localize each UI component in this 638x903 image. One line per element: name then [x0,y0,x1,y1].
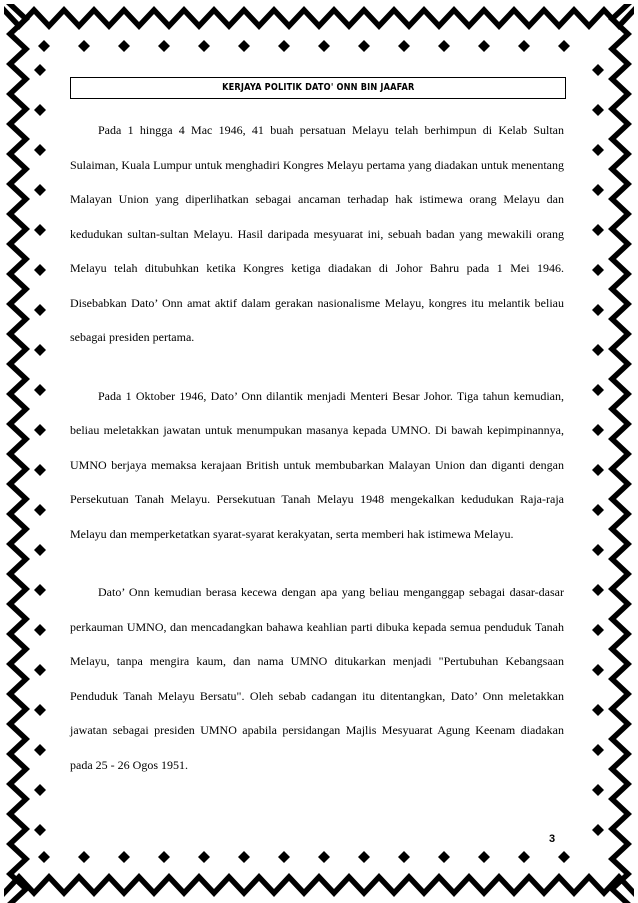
border-diamond-right [592,104,604,116]
page-title: KERJAYA POLITIK DATO' ONN BIN JAAFAR [221,82,415,93]
border-zigzag-left [6,394,30,424]
border-diamond-right [592,224,604,236]
border-diamond-bottom [118,851,130,863]
border-zigzag-top [364,6,394,30]
border-zigzag-bottom [154,873,184,897]
border-diamond-top [78,40,90,52]
border-zigzag-right [608,844,632,874]
border-zigzag-bottom [484,873,514,897]
border-zigzag-top [574,6,604,30]
border-zigzag-bottom [454,873,484,897]
border-zigzag-top [34,6,64,30]
border-zigzag-top [124,6,154,30]
border-diamond-top [158,40,170,52]
border-zigzag-right [608,364,632,394]
border-diamond-bottom [558,851,570,863]
border-zigzag-right [608,484,632,514]
border-zigzag-left [6,634,30,664]
border-zigzag-left [6,214,30,244]
border-zigzag-left [6,334,30,364]
border-zigzag-right [608,94,632,124]
border-zigzag-right [608,154,632,184]
border-zigzag-left [6,34,30,64]
border-zigzag-right [608,274,632,304]
border-diamond-bottom [158,851,170,863]
border-diamond-right [592,744,604,756]
paragraph-3: Dato’ Onn kemudian berasa kecewa dengan apa yang beliau menganggap sebagai dasar-dasar perkauman UMNO, dan mencadangkan bahawa keahlian parti dibuka kepada semua penduduk Tanah Melayu, tanpa mengira kaum, dan nama UMNO ditukarkan menjadi "Pertubuhan Kebangsaan Penduduk Tanah Melayu Bersatu". Oleh sebab cadangan itu ditentangkan, Dato’ Onn meletakkan jawatan sebagai presiden UMNO apabila persidangan Majlis Mesyuarat Agung Keenam diadakan pada 25 - 26 Ogos 1951. [70,585,564,772]
border-zigzag-bottom [364,873,394,897]
border-zigzag-right [608,304,632,334]
border-diamond-right [592,704,604,716]
border-diamond-bottom [438,851,450,863]
border-zigzag-top [64,6,94,30]
border-zigzag-top [514,6,544,30]
border-zigzag-left [6,784,30,814]
border-zigzag-right [608,634,632,664]
border-diamond-left [34,344,46,356]
border-diamond-top [438,40,450,52]
border-zigzag-left [6,274,30,304]
border-zigzag-right [608,334,632,364]
border-diamond-bottom [278,851,290,863]
border-diamond-bottom [38,851,50,863]
border-zigzag-top [484,6,514,30]
border-diamond-left [34,64,46,76]
border-zigzag-right [608,64,632,94]
border-zigzag-top [94,6,124,30]
border-zigzag-bottom [184,873,214,897]
border-zigzag-left [6,664,30,694]
border-zigzag-right [608,124,632,154]
border-zigzag-right [608,694,632,724]
border-zigzag-left [6,724,30,754]
border-diamond-top [118,40,130,52]
border-diamond-bottom [478,851,490,863]
border-zigzag-bottom [274,873,304,897]
border-zigzag-right [608,814,632,844]
border-diamond-right [592,264,604,276]
border-diamond-left [34,464,46,476]
border-zigzag-left [6,544,30,574]
border-diamond-left [34,704,46,716]
border-diamond-left [34,744,46,756]
border-zigzag-right [608,784,632,814]
border-zigzag-top [154,6,184,30]
border-zigzag-left [6,154,30,184]
border-diamond-top [38,40,50,52]
border-zigzag-left [6,454,30,484]
border-diamond-left [34,784,46,796]
border-zigzag-top [274,6,304,30]
border-diamond-right [592,824,604,836]
border-diamond-right [592,64,604,76]
border-diamond-left [34,304,46,316]
border-zigzag-top [424,6,454,30]
border-diamond-right [592,144,604,156]
border-diamond-right [592,304,604,316]
border-diamond-left [34,664,46,676]
page-number: 3 [549,833,556,845]
border-diamond-top [518,40,530,52]
border-zigzag-left [6,94,30,124]
paragraph-1: Pada 1 hingga 4 Mac 1946, 41 buah persatuan Melayu telah berhimpun di Kelab Sultan Sulaiman, Kuala Lumpur untuk menghadiri Kongres Melayu pertama yang diadakan untuk menentang Malayan Union yang diperlihatkan sebagai ancaman terhadap hak istimewa orang Melayu dan kedudukan sultan-sultan Melayu. Hasil daripada mesyuarat ini, sebuah badan yang mewakili orang Melayu telah ditubuhkan ketika Kongres ketiga diadakan di Johor Bahru pada 1 Mei 1946. Disebabkan Dato’ Onn amat aktif dalam gerakan nasionalisme Melayu, kongres itu melantik beliau sebagai presiden pertama. [70,123,564,344]
border-diamond-left [34,384,46,396]
border-zigzag-right [608,724,632,754]
border-diamond-bottom [238,851,250,863]
border-diamond-left [34,584,46,596]
border-zigzag-top [304,6,334,30]
border-diamond-bottom [318,851,330,863]
border-diamond-left [34,144,46,156]
border-zigzag-bottom [334,873,364,897]
border-zigzag-right [608,544,632,574]
border-zigzag-top [214,6,244,30]
border-zigzag-left [6,64,30,94]
border-zigzag-right [608,394,632,424]
border-zigzag-bottom [514,873,544,897]
border-zigzag-right [608,424,632,454]
border-zigzag-right [608,574,632,604]
border-diamond-top [278,40,290,52]
border-diamond-left [34,544,46,556]
border-diamond-top [558,40,570,52]
border-zigzag-bottom [304,873,334,897]
border-zigzag-top [244,6,274,30]
border-diamond-top [358,40,370,52]
border-diamond-right [592,464,604,476]
border-zigzag-left [6,304,30,334]
border-diamond-top [398,40,410,52]
border-zigzag-bottom [394,873,424,897]
border-zigzag-right [608,244,632,274]
border-diamond-top [198,40,210,52]
border-diamond-right [592,424,604,436]
border-zigzag-left [6,574,30,604]
border-diamond-left [34,624,46,636]
border-diamond-top [238,40,250,52]
border-zigzag-top [454,6,484,30]
border-zigzag-left [6,694,30,724]
border-zigzag-left [6,364,30,394]
border-diamond-left [34,824,46,836]
border-zigzag-left [6,424,30,454]
border-diamond-right [592,664,604,676]
border-diamond-bottom [518,851,530,863]
border-diamond-left [34,104,46,116]
border-zigzag-top [334,6,364,30]
border-zigzag-bottom [244,873,274,897]
border-zigzag-right [608,664,632,694]
border-diamond-top [478,40,490,52]
border-diamond-bottom [198,851,210,863]
border-zigzag-bottom [424,873,454,897]
border-zigzag-top [544,6,574,30]
border-zigzag-top [394,6,424,30]
border-diamond-right [592,584,604,596]
border-diamond-right [592,184,604,196]
border-diamond-left [34,504,46,516]
paragraph-2: Pada 1 Oktober 1946, Dato’ Onn dilantik menjadi Menteri Besar Johor. Tiga tahun kemudian, beliau meletakkan jawatan untuk menumpukan masanya kepada UMNO. Di bawah kepimpinannya, UMNO berjaya memaksa kerajaan British untuk membubarkan Malayan Union dan diganti dengan Persekutuan Tanah Melayu. Persekutuan Tanah Melayu 1948 mengekalkan kedudukan Raja-raja Melayu dan memperketatkan syarat-syarat kerakyatan, serta memberi hak istimewa Melayu. [70,388,564,541]
border-diamond-right [592,384,604,396]
border-diamond-bottom [358,851,370,863]
border-zigzag-left [6,514,30,544]
border-zigzag-right [608,514,632,544]
border-zigzag-left [6,184,30,214]
border-zigzag-right [608,604,632,634]
border-diamond-left [34,184,46,196]
border-zigzag-bottom [34,873,64,897]
border-zigzag-bottom [214,873,244,897]
border-zigzag-left [6,124,30,154]
border-zigzag-right [608,184,632,214]
border-diamond-right [592,544,604,556]
border-zigzag-bottom [574,873,604,897]
border-zigzag-right [608,754,632,784]
border-zigzag-left [6,814,30,844]
border-diamond-right [592,624,604,636]
border-zigzag-bottom [124,873,154,897]
border-diamond-left [34,424,46,436]
title-box [70,77,566,99]
border-zigzag-bottom [94,873,124,897]
border-zigzag-right [608,214,632,244]
border-diamond-right [592,344,604,356]
border-diamond-bottom [78,851,90,863]
border-diamond-right [592,504,604,516]
border-zigzag-left [6,244,30,274]
border-zigzag-right [608,34,632,64]
border-diamond-right [592,784,604,796]
border-zigzag-left [6,484,30,514]
border-diamond-left [34,224,46,236]
border-diamond-left [34,264,46,276]
border-diamond-bottom [398,851,410,863]
border-zigzag-left [6,604,30,634]
border-zigzag-left [6,844,30,874]
document-body [70,113,564,806]
border-zigzag-right [608,454,632,484]
border-zigzag-bottom [544,873,574,897]
border-zigzag-bottom [64,873,94,897]
border-diamond-top [318,40,330,52]
border-zigzag-left [6,754,30,784]
border-zigzag-top [184,6,214,30]
